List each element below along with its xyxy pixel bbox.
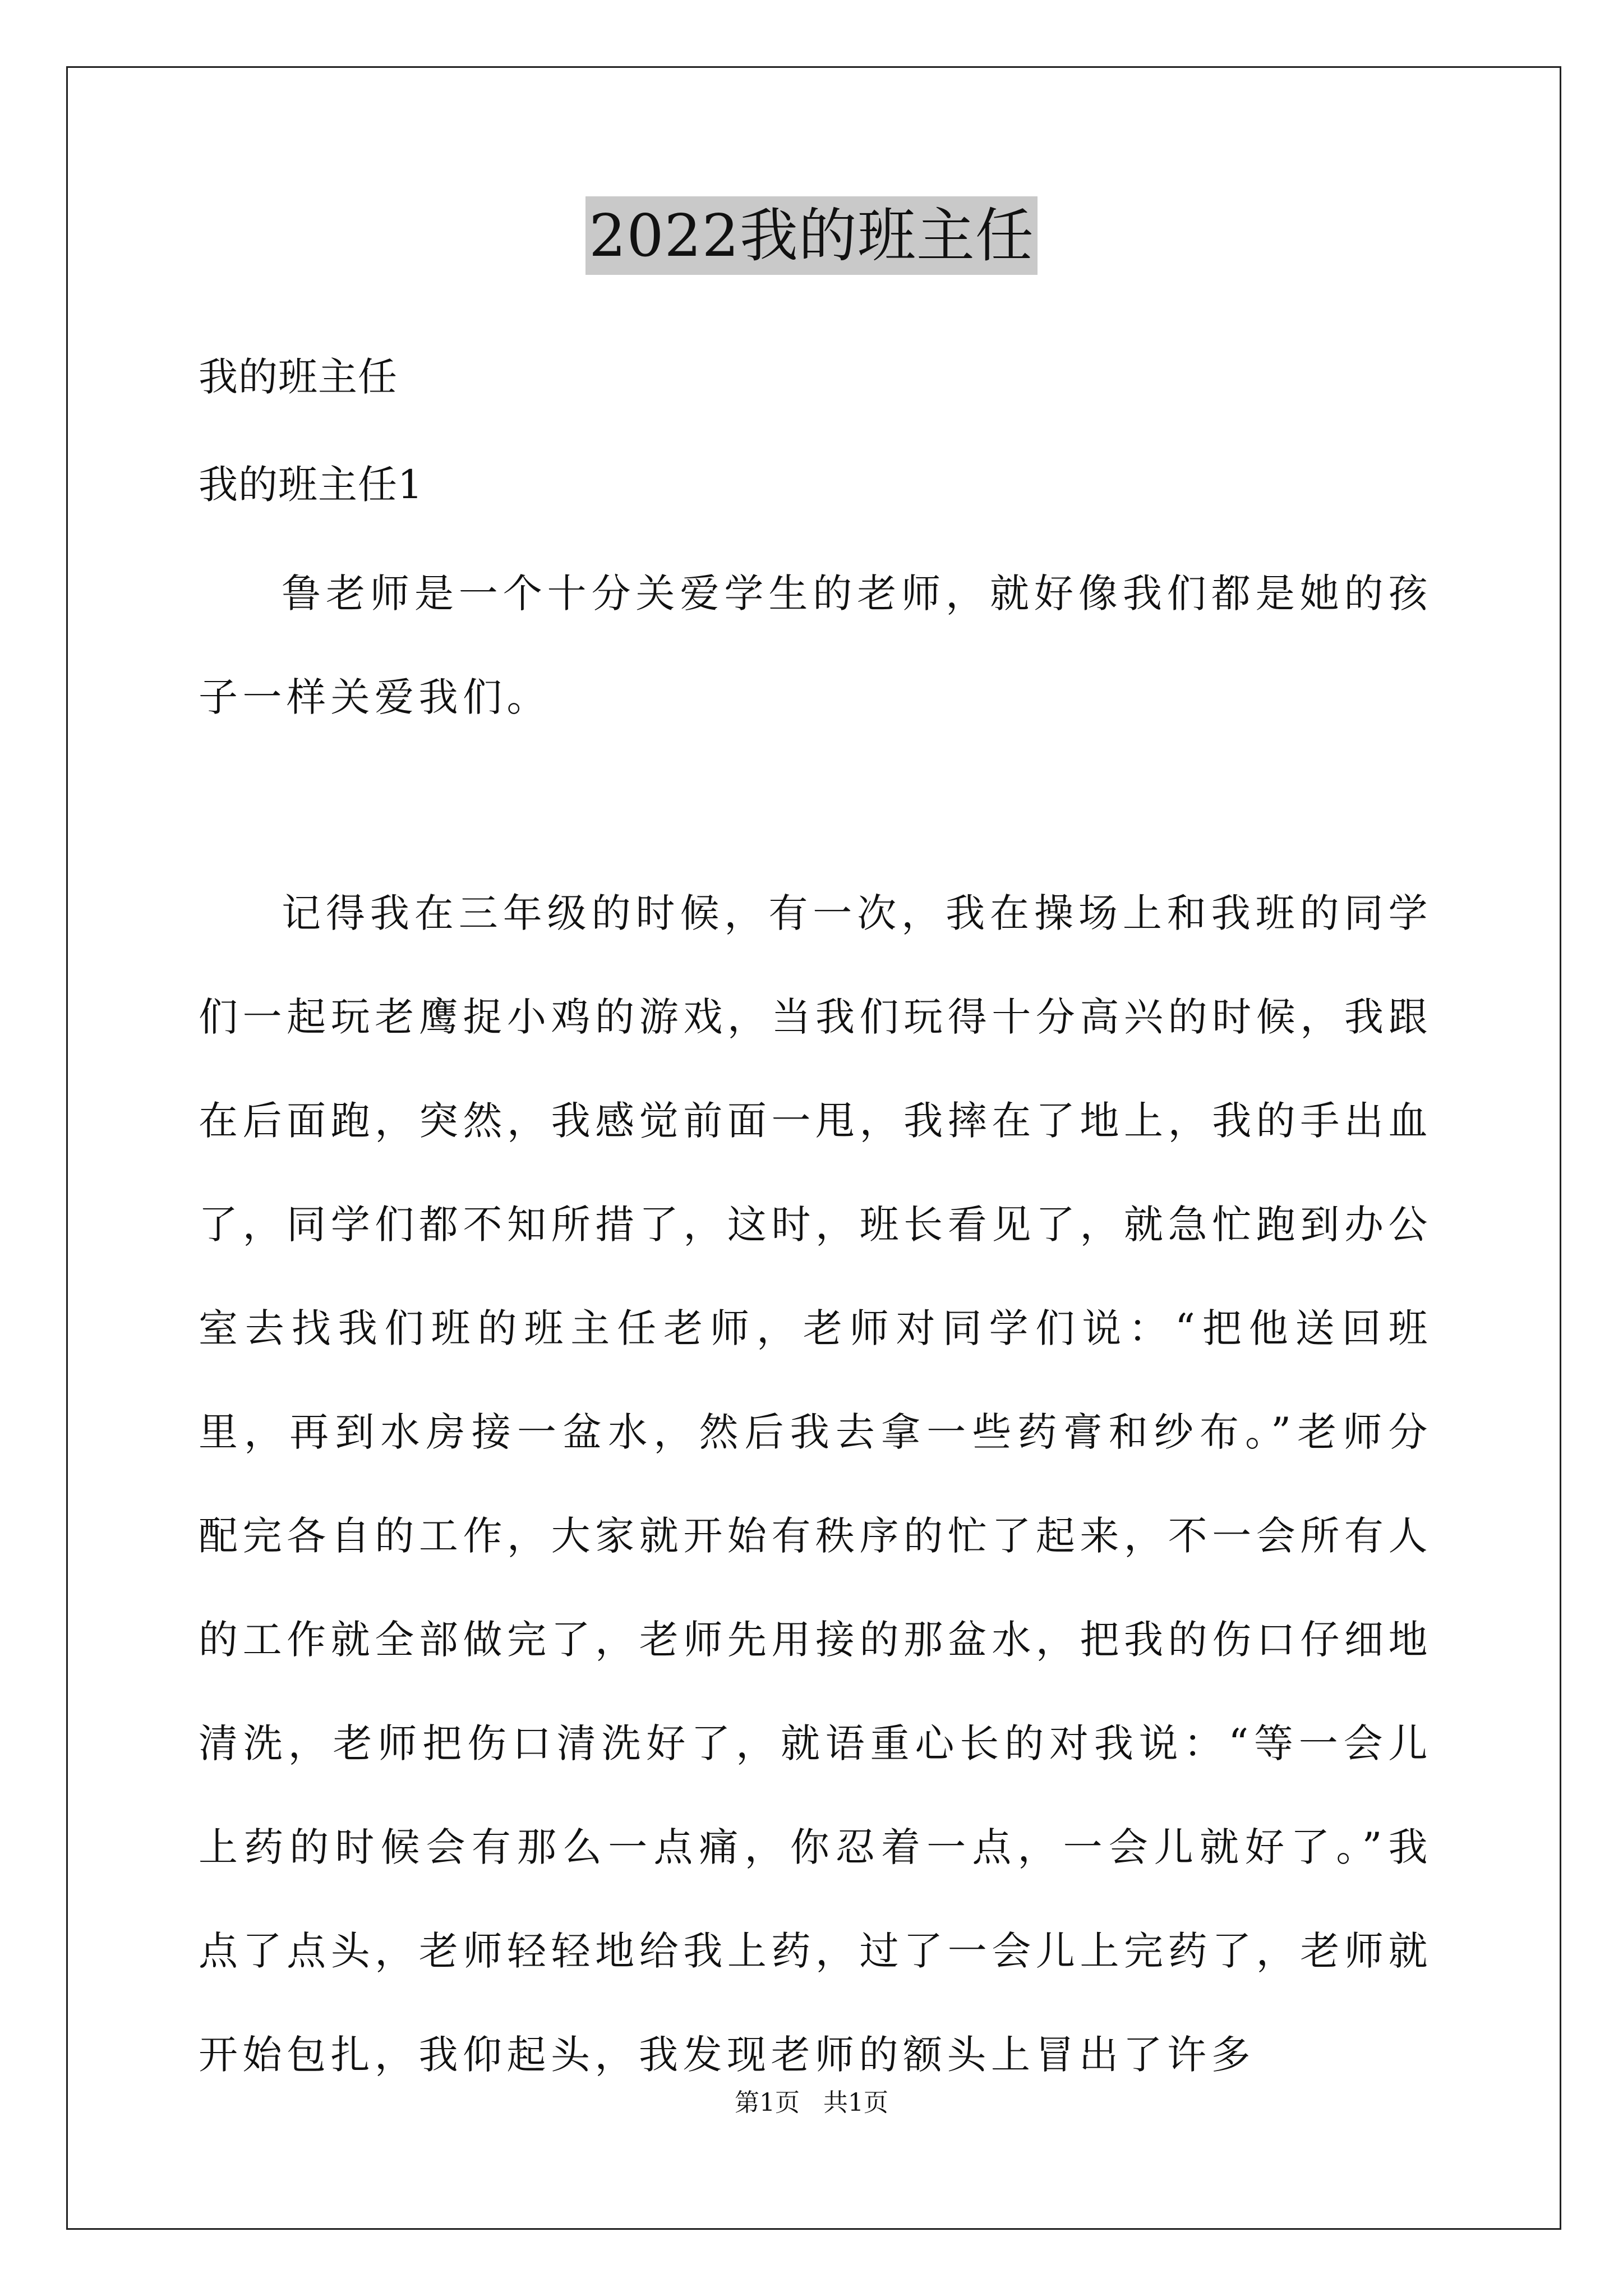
page-footer: 第1页 共1页	[735, 2088, 888, 2117]
title-container	[0, 196, 1623, 275]
document-subtitle: 我的班主任	[199, 354, 398, 400]
paragraph-2: 记得我在三年级的时候，有一次，我在操场上和我班的同学们一起玩老鹰捉小鸡的游戏，当我们玩得十分高兴的时候，我跟在后面跑，突然，我感觉前面一甩，我摔在了地上，我的手出血了，同学们都不知所措了，这时，班长看见了，就急忙跑到办公室去找我们班的班主任老师，老师对同学们说：“把他送回班里，再到水房接一盆水，然后我去拿一些药膏和纱布。”老师分配完各自的工作，大家就开始有秩序的忙了起来，不一会所有人的工作就全部做完了，老师先用接的那盆水，把我的伤口仔细地清洗，老师把伤口清洗好了，就语重心长的对我说：“等一会儿上药的时候会有那么一点痛，你忍着一点，一会儿就好了。”我点了点头，老师轻轻地给我上药，过了一会儿上完药了，老师就开始包扎，我仰起头，我发现老师的额头上冒出了许多	[199, 890, 1432, 2078]
paragraph-1: 鲁老师是一个十分关爱学生的老师，就好像我们都是她的孩子一样关爱我们。	[199, 570, 1432, 720]
document-title: 2022我的班主任	[585, 196, 1038, 275]
section-heading: 我的班主任1	[199, 462, 423, 508]
